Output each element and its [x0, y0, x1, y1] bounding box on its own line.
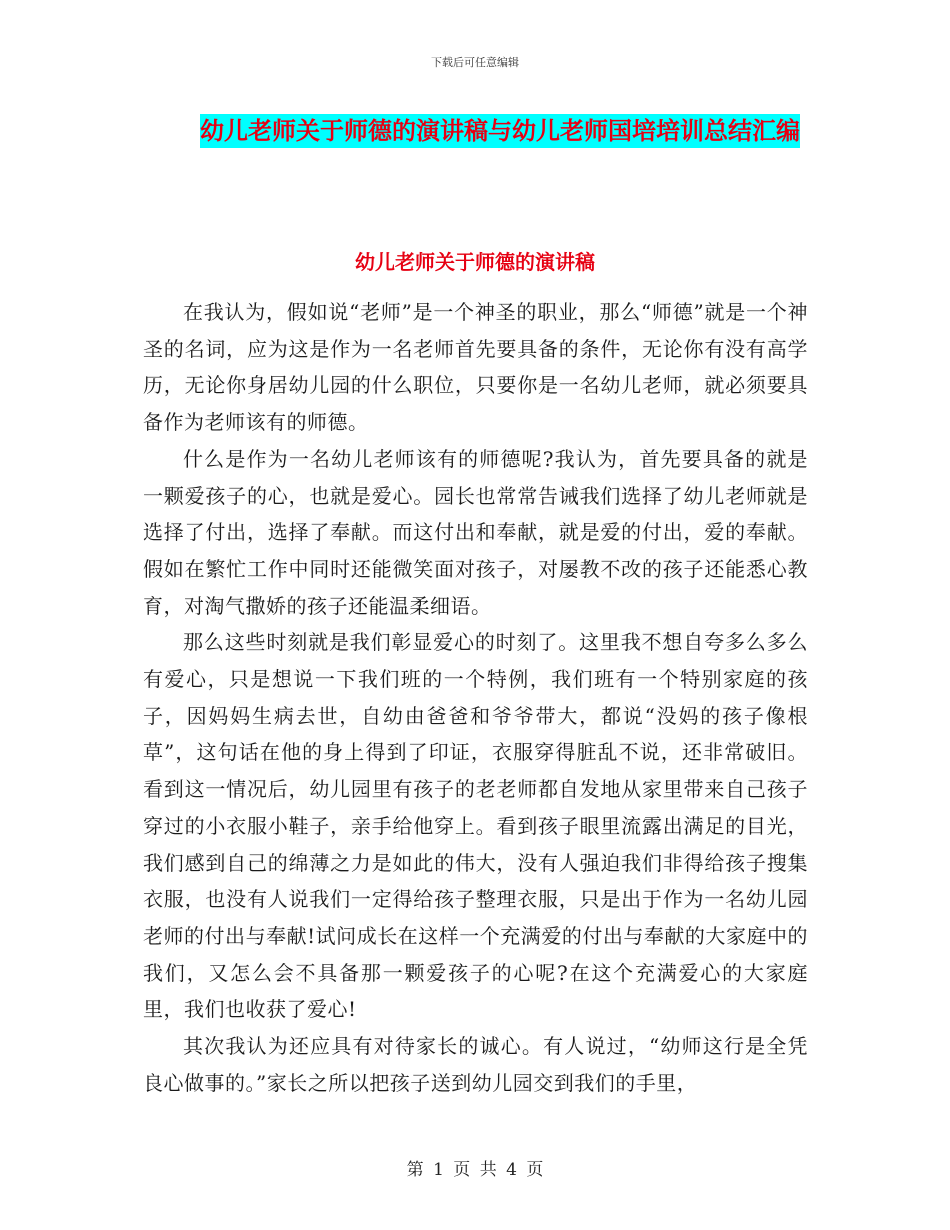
document-title-highlight: 幼儿老师关于师德的演讲稿与幼儿老师国培培训总结汇编: [200, 114, 800, 148]
paragraph-1: 在我认为，假如说“老师”是一个神圣的职业，那么“师德”就是一个神圣的名词，应为这是作为一名老师首先要具备的条件，无论你有没有高学历，无论你身居幼儿园的什么职位，只要你是一名幼儿老师，就必须要具备作为老师该有的师德。: [143, 300, 808, 435]
paragraph-4: 其次我认为还应具有对待家长的诚心。有人说过，“幼师这行是全凭良心做事的。”家长之所以把孩子送到幼儿园交到我们的手里，: [143, 1034, 808, 1095]
section-title: 幼儿老师关于师德的演讲稿: [355, 250, 595, 274]
document-title: [190, 108, 810, 154]
paragraph-2: 什么是作为一名幼儿老师该有的师德呢?我认为，首先要具备的就是一颗爱孩子的心，也就是爱心。园长也常常告诫我们选择了幼儿老师就是选择了付出，选择了奉献。而这付出和奉献，就是爱的付出，爱的奉献。假如在繁忙工作中同时还能微笑面对孩子，对屡教不改的孩子还能悉心教育，对淘气撒娇的孩子还能温柔细语。: [143, 446, 808, 618]
body-text: [143, 294, 808, 1101]
page-footer: 第 1 页 共 4 页: [406, 1160, 544, 1180]
header-note: 下载后可任意编辑: [431, 56, 519, 69]
paragraph-3: 那么这些时刻就是我们彰显爱心的时刻了。这里我不想自夸多么多么有爱心，只是想说一下我们班的一个特例，我们班有一个特别家庭的孩子，因妈妈生病去世，自幼由爸爸和爷爷带大，都说“没妈的孩子像根草”，这句话在他的身上得到了印证，衣服穿得脏乱不说，还非常破旧。看到这一情况后，幼儿园里有孩子的老老师都自发地从家里带来自己孩子穿过的小衣服小鞋子，亲手给他穿上。看到孩子眼里流露出满足的目光，我们感到自己的绵薄之力是如此的伟大，没有人强迫我们非得给孩子搜集衣服，也没有人说我们一定得给孩子整理衣服，只是出于作为一名幼儿园老师的付出与奉献!试问成长在这样一个充满爱的付出与奉献的大家庭中的我们，又怎么会不具备那一颗爱孩子的心呢?在这个充满爱心的大家庭里，我们也收获了爱心!: [143, 630, 808, 1022]
